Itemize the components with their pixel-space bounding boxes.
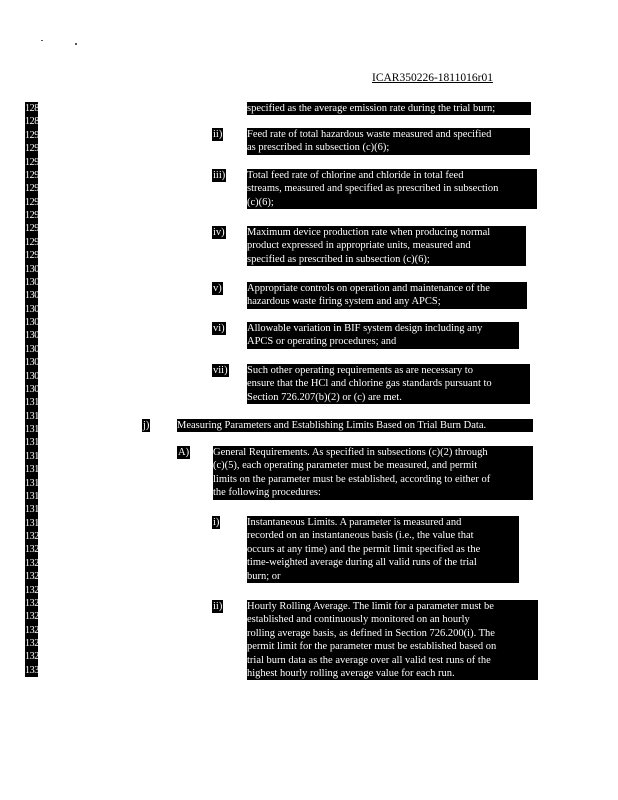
line-number: 1316 <box>25 477 44 489</box>
text-line: permit limit for the parameter must be established based on <box>247 641 497 653</box>
text-line: product expressed in appropriate units, measured and <box>247 240 471 252</box>
line-number: 1292 <box>25 156 44 168</box>
line-number: 1324 <box>25 584 44 596</box>
line-number: 1322 <box>25 557 44 569</box>
continued-text <box>247 102 531 115</box>
item-vi-text <box>247 322 519 349</box>
line-number: 1307 <box>25 357 44 369</box>
line-number: 1288 <box>25 103 44 114</box>
text-line: Total feed rate of chlorine and chloride in total feed <box>247 170 464 181</box>
text-line: limits on the parameter must be established, according to either of <box>213 473 491 485</box>
item-marker-ii: ii) <box>213 129 223 140</box>
text-line: recorded on an instantaneous basis (i.e., the value that <box>247 530 474 542</box>
line-number: 1300 <box>25 263 44 275</box>
text-line: specified as prescribed in subsection (c)(6); <box>247 253 430 265</box>
line-number: 1315 <box>25 464 44 476</box>
item-marker-vi: vi) <box>213 323 225 334</box>
item-marker-ii-b: ii) <box>213 601 223 612</box>
item-ii-b-text <box>247 600 538 680</box>
text-line: ensure that the HCl and chlorine gas standards pursuant to <box>247 378 492 390</box>
line-number: 1298 <box>25 236 44 248</box>
line-number: 1320 <box>25 531 44 542</box>
line-number: 1303 <box>25 303 44 315</box>
line-number: 1312 <box>25 424 44 435</box>
line-number: 1293 <box>25 169 44 181</box>
item-marker-A: A) <box>178 447 190 458</box>
line-number: 1305 <box>25 330 44 342</box>
line-number: 1314 <box>25 450 44 462</box>
item-marker-i: i) <box>213 517 220 528</box>
line-number: 1294 <box>25 183 44 195</box>
line-number: 1326 <box>25 611 44 623</box>
text-line: APCS or operating procedures; and <box>247 336 397 348</box>
text-line: Instantaneous Limits. A parameter is measured and <box>247 517 462 528</box>
text-line: hazardous waste firing system and any APCS; <box>247 296 441 308</box>
line-number: 1308 <box>25 370 44 382</box>
line-number: 1296 <box>25 210 44 221</box>
text-line: rolling average basis, as defined in Section 726.200(i). The <box>247 627 495 639</box>
text-line: trial burn data as the average over all valid test runs of the <box>247 654 491 666</box>
scan-speck <box>41 40 43 41</box>
line-number: 1329 <box>25 651 44 663</box>
line-number: 1319 <box>25 517 44 529</box>
line-number: 1302 <box>25 290 44 302</box>
text-line: (c)(6); <box>247 196 274 208</box>
text-line: burn; or <box>247 570 281 582</box>
text-line: streams, measured and specified as prescribed in subsection <box>247 183 499 195</box>
text-line: occurs at any time) and the permit limit specified as the <box>247 543 481 555</box>
line-number: 1321 <box>25 544 44 556</box>
text-line: Section 726.207(b)(2) or (c) are met. <box>247 391 402 403</box>
line-number: 1290 <box>25 129 44 141</box>
line-number: 1304 <box>25 317 44 328</box>
line-number: 1327 <box>25 624 44 636</box>
item-marker-vii: vii) <box>213 365 228 376</box>
item-A-text <box>213 446 533 500</box>
scan-speck <box>75 43 77 45</box>
item-marker-iv: iv) <box>213 227 225 238</box>
item-ii-text <box>247 128 530 155</box>
text-line: Measuring Parameters and Establishing Limits Based on Trial Burn Data. <box>177 420 487 431</box>
item-v-text <box>247 282 527 309</box>
text-line: General Requirements. As specified in subsections (c)(2) through <box>213 447 488 458</box>
text-line: time-weighted average during all valid runs of the trial <box>247 557 477 569</box>
text-line: Feed rate of total hazardous waste measured and specified <box>247 129 492 140</box>
line-number: 1313 <box>25 437 44 449</box>
text-line: the following procedures: <box>213 487 321 499</box>
line-number: 1318 <box>25 504 44 516</box>
text-line: specified as the average emission rate during the trial burn; <box>247 103 496 114</box>
item-marker-iii: iii) <box>213 170 226 181</box>
text-line: Maximum device production rate when producing normal <box>247 227 491 238</box>
line-number: 1310 <box>25 397 44 409</box>
item-marker-v: v) <box>213 283 222 294</box>
document-reference: ICAR350226-1811016r01 <box>372 72 493 84</box>
text-line: Hourly Rolling Average. The limit for a parameter must be <box>247 601 494 612</box>
line-number-column <box>25 102 44 677</box>
line-number: 1323 <box>25 571 44 583</box>
text-line: Appropriate controls on operation and maintenance of the <box>247 283 490 294</box>
item-i-text <box>247 516 519 583</box>
line-number: 1301 <box>25 276 44 288</box>
line-number: 1325 <box>25 597 44 609</box>
text-line: highest hourly rolling average value for each run. <box>247 667 455 679</box>
line-number: 1317 <box>25 490 44 502</box>
item-vii-text <box>247 364 530 404</box>
text-line: Allowable variation in BIF system design including any <box>247 323 483 334</box>
line-number: 1297 <box>25 223 44 235</box>
line-number: 1289 <box>25 116 44 128</box>
line-number: 1299 <box>25 250 44 262</box>
text-line: established and continuously monitored on an hourly <box>247 614 470 626</box>
text-line: (c)(5), each operating parameter must be measured, and permit <box>213 460 478 472</box>
line-number: 1330 <box>25 664 44 676</box>
line-number: 1295 <box>25 196 44 208</box>
item-iv-text <box>247 226 526 266</box>
line-number: 1328 <box>25 638 44 649</box>
item-iii-text <box>247 169 537 209</box>
line-number: 1311 <box>25 410 44 422</box>
line-number: 1306 <box>25 343 44 355</box>
line-number: 1291 <box>25 143 44 155</box>
item-marker-j: j) <box>143 420 150 431</box>
text-line: as prescribed in subsection (c)(6); <box>247 142 390 154</box>
section-heading <box>177 419 533 432</box>
line-number: 1309 <box>25 383 44 395</box>
text-line: Such other operating requirements as are necessary to <box>247 365 473 376</box>
